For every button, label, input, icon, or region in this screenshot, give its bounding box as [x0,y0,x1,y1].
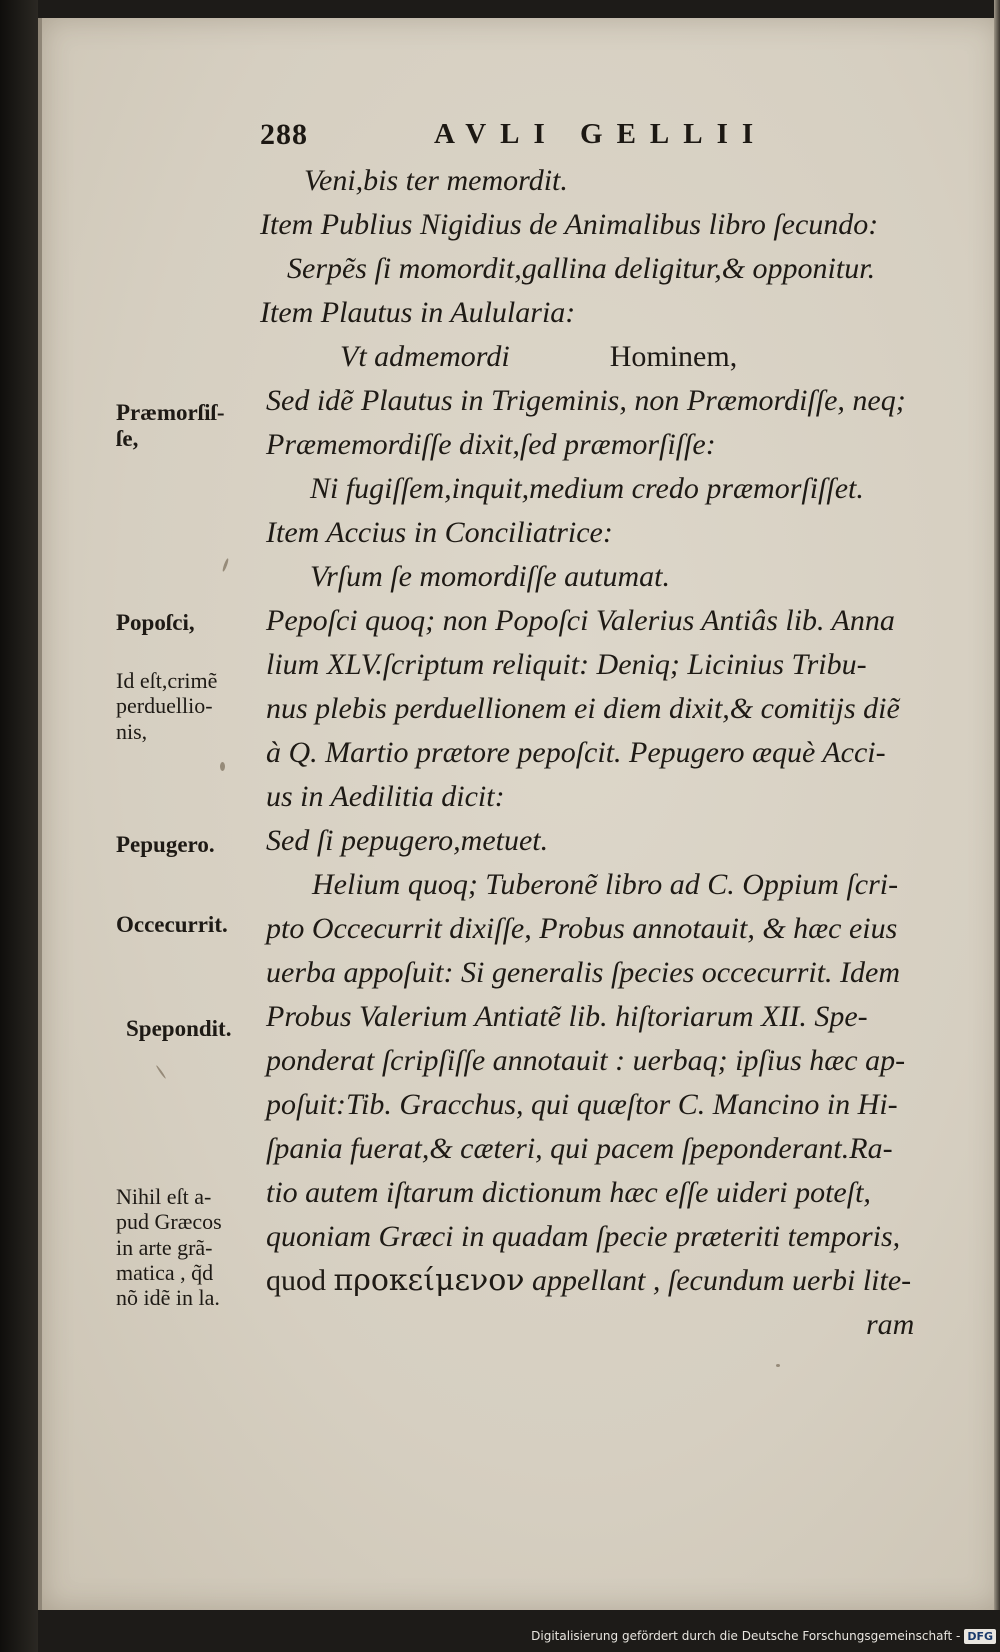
text-line: Item Plautus in Aulularia: [260,296,576,329]
verse-part: Hominem, [609,340,738,373]
text-part: appellant , ſecundum uerbi lite- [532,1264,912,1297]
ink-speck [156,1065,167,1079]
text-part: quod [266,1264,326,1297]
running-header [42,118,1000,158]
text-line: Vrſum ſe momordiſſe autumat. [310,560,670,593]
margin-note: Nihil eſt a- pud Græcos in arte grã- matica , q̃d nõ idẽ in la. [116,1184,222,1311]
ink-speck [220,762,225,771]
text-line: ponderat ſcripſiſſe annotauit : uerbaq; ipſius hæc ap- [266,1044,906,1077]
text-line: Sed ſi pepugero,metuet. [266,824,549,857]
margin-note: Id eſt,crimẽ perduellio- nis, [116,668,218,744]
text-line: ſpania fuerat,& cæteri, qui pacem ſpeponderant.Ra- [266,1132,893,1165]
greek-word: προκείμενον [333,1263,525,1298]
text-line: Ni fugiſſem,inquit,medium credo præmorſiſſet. [310,472,864,505]
text-line [340,342,737,372]
text-line: nus plebis perduellionem ei diem dixit,& comitijs diẽ [266,692,900,725]
text-line: Veni,bis ter memordit. [304,164,568,197]
text-line: Serpẽs ſi momordit,gallina deligitur,& opponitur. [287,252,876,285]
text-line: Sed idẽ Plautus in Trigeminis, non Præmordiſſe, neq; [266,384,906,417]
text-line [266,1263,912,1298]
text-line: Helium quoq; Tuberonẽ libro ad C. Oppium ſcri- [312,868,899,901]
digitization-credit [531,1622,996,1650]
text-line: à Q. Martio prætore pepoſcit. Pepugero æquè Acci- [266,736,886,769]
text-line: poſuit:Tib. Gracchus, qui quæſtor C. Mancino in Hi- [266,1088,898,1121]
margin-note: Popoſci, [116,610,195,635]
text-line: Item Accius in Conciliatrice: [266,516,613,549]
verse-part: Vt admemordi [340,340,510,373]
text-line: tio autem iſtarum dictionum hæc eſſe uideri poteſt, [266,1176,871,1209]
page-number: 288 [260,118,308,151]
book-page [38,18,1000,1610]
text-line: us in Aedilitia dicit: [266,780,505,813]
ink-speck [222,558,230,572]
text-line: Probus Valerium Antiatẽ lib. hiſtoriarum XII. Spe- [266,1000,868,1033]
ink-speck [776,1364,780,1367]
running-title: AVLI GELLII [434,118,768,150]
text-line: uerba appoſuit: Si generalis ſpecies occecurrit. Idem [266,956,901,989]
margin-note: Pepugero. [116,832,215,857]
text-line: Item Publius Nigidius de Animalibus libro ſecundo: [260,208,879,241]
text-line: pto Occecurrit dixiſſe, Probus annotauit, & hæc eius [266,912,898,945]
book-gutter [0,0,38,1652]
margin-note: Præmorſiſ- ſe, [116,400,225,452]
dfg-logo: DFG [964,1629,996,1644]
text-line: Pepoſci quoq; non Popoſci Valerius Antiâs lib. Anna [266,604,895,637]
text-line: quoniam Græci in quadam ſpecie præteriti temporis, [266,1220,901,1253]
margin-note: Occecurrit. [116,912,228,937]
credit-text: Digitalisierung gefördert durch die Deutsche Forschungsgemeinschaft - [531,1629,961,1643]
page-edge [994,0,1000,1610]
margin-note: Spepondit. [126,1016,232,1041]
catchword: ram [866,1308,915,1341]
text-line: lium XLV.ſcriptum reliquit: Deniq; Licinius Tribu- [266,648,867,681]
text-line: Præmemordiſſe dixit,ſed præmorſiſſe: [266,428,716,461]
